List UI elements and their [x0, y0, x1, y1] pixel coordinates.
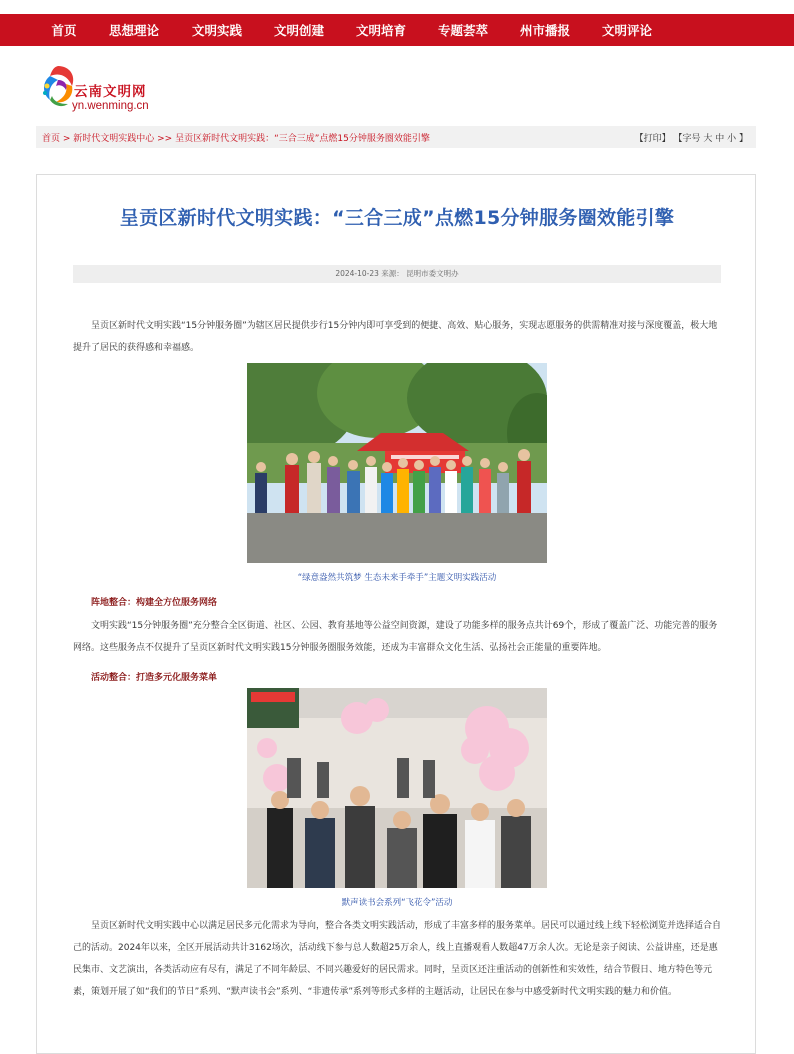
nav-item-cultivation[interactable]: 文明培育 — [355, 23, 406, 38]
nav-item-home[interactable]: 首页 — [51, 23, 77, 38]
photo-outdoor-activity — [247, 363, 547, 563]
article-title: 呈贡区新时代文明实践：“三合三成”点燃15分钟服务圈效能引擎 — [119, 207, 675, 229]
paragraph-activities: 呈贡区新时代文明实践中心以满足居民多元化需求为导向，整合各类文明实践活动，形成了丰富多样的服务菜单。居民可以通过线上线下轻松浏览并选择适合自己的活动。2024年以来，全区开展活动共计3162场次，活动线下参与总人数超25万余人，线上直播观看人数超47万余人次。无论是亲子阅读、公益讲座，还是惠民集市、文艺演出，各类活动应有尽有，满足了不同年龄层、不同兴趣爱好的居民需求。同时，呈贡区还注重活动的创新性和实效性，结合节假日、地方特色等元素，策划开展了如“我们的节日”系列、“默声读书会”系列、“非遗传承”系列等形式多样的主题活动，让居民在参与中感受新时代文明实践的魅力和价值。 — [73, 921, 722, 997]
article-source: 昆明市委文明办 — [406, 269, 459, 278]
nav-item-topics[interactable]: 专题荟萃 — [437, 23, 488, 38]
nav-item-commentary[interactable]: 文明评论 — [601, 23, 652, 38]
article-meta — [73, 265, 721, 283]
section-heading-2: 活动整合：打造多元化服务菜单 — [91, 673, 218, 683]
logo-domain: yn.wenming.cn — [72, 100, 149, 112]
logo-name: 云南文明网 — [74, 84, 147, 100]
top-nav-bar — [0, 14, 794, 46]
publish-date: 2024-10-23 来源： — [335, 269, 404, 278]
font-size-control[interactable]: 【字号 大 中 小 】 — [673, 133, 748, 144]
nav-item-practice[interactable]: 文明实践 — [191, 23, 242, 38]
nav-item-city-news[interactable]: 州市播报 — [519, 23, 570, 38]
article-body — [36, 174, 756, 1054]
breadcrumb[interactable]: 首页 > 新时代文明实践中心 >> 呈贡区新时代文明实践：“三合三成”点燃15分钟服务圈效能引擎 — [42, 133, 430, 144]
section-heading-1: 阵地整合：构建全方位服务网络 — [91, 598, 218, 608]
nav-item-creation[interactable]: 文明创建 — [273, 23, 324, 38]
site-logo[interactable] — [38, 60, 168, 120]
photo-reading-event — [247, 688, 547, 888]
breadcrumb-bar — [36, 126, 756, 148]
article-tools — [635, 131, 748, 144]
paragraph-venue: 文明实践“15分钟服务圈”充分整合全区街道、社区、公园、教育基地等公益空间资源，建设了功能多样的服务点共计69个，形成了覆盖广泛、功能完善的服务网络。这些服务点不仅提升了呈贡区新时代文明实践15分钟服务圈服务效能，还成为丰富群众文化生活、弘扬社会正能量的重要阵地。 — [73, 621, 718, 653]
paragraph-intro: 呈贡区新时代文明实践“15分钟服务圈”为辖区居民提供步行15分钟内即可享受到的便捷、高效、贴心服务，实现志愿服务的供需精准对接与深度覆盖，极大地提升了居民的获得感和幸福感。 — [73, 321, 718, 353]
photo-caption-1: “绿意盎然共筑梦 生态未来手牵手”主题文明实践活动 — [297, 573, 497, 583]
print-button[interactable]: 【打印】 — [634, 133, 671, 144]
photo-caption-2: 默声读书会系列“飞花令”活动 — [341, 898, 453, 908]
nav-item-theory[interactable]: 思想理论 — [108, 23, 159, 38]
